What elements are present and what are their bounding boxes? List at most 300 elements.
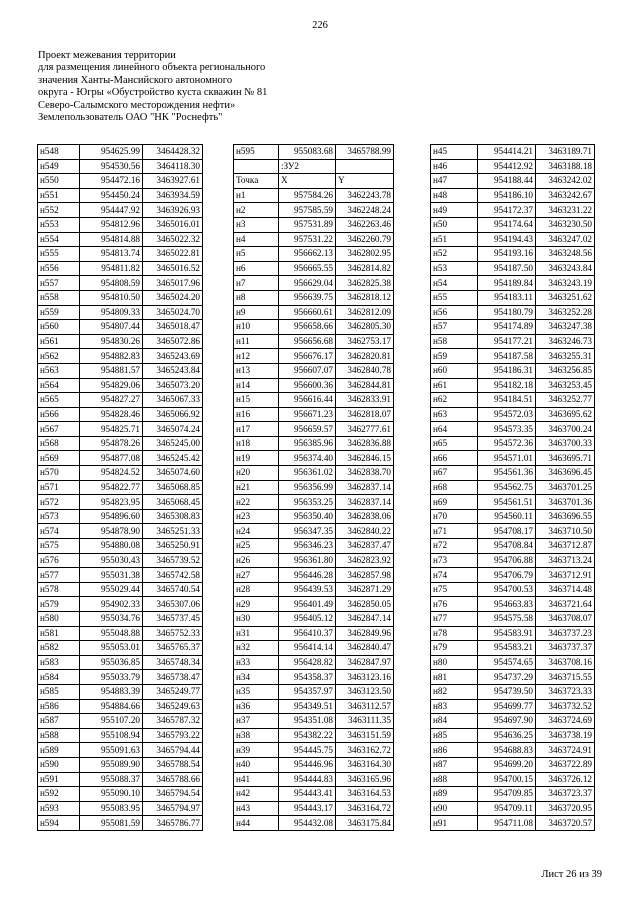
table-row	[234, 247, 394, 262]
x-cell: 956356.99	[279, 480, 336, 495]
x-cell: 954174.64	[478, 217, 536, 232]
point-cell: н564	[38, 378, 80, 393]
x-cell: 954575.58	[478, 612, 536, 627]
point-cell: н56	[431, 305, 478, 320]
table-row	[431, 612, 595, 627]
x-cell: 954583.91	[478, 626, 536, 641]
y-cell: 3462838.70	[336, 466, 394, 481]
x-cell: 954187.50	[478, 261, 536, 276]
coordinates-table-left	[37, 144, 203, 831]
point-cell: н587	[38, 714, 80, 729]
y-cell: 3462753.17	[336, 334, 394, 349]
x-cell: 955033.79	[80, 670, 143, 685]
table-row	[234, 728, 394, 743]
table-row	[431, 334, 595, 349]
x-cell: 955091.63	[80, 743, 143, 758]
table-row	[38, 539, 203, 554]
point-cell: н29	[234, 597, 279, 612]
table-row	[38, 641, 203, 656]
y-cell: 3465072.86	[143, 334, 203, 349]
point-cell: н30	[234, 612, 279, 627]
table-row	[234, 495, 394, 510]
table-row	[431, 305, 595, 320]
point-cell: н70	[431, 509, 478, 524]
point-cell: н35	[234, 684, 279, 699]
sheet-footer: Лист 26 из 39	[541, 869, 602, 880]
table-row	[38, 174, 203, 189]
table-row	[234, 626, 394, 641]
table-row	[234, 422, 394, 437]
point-cell: н595	[234, 145, 279, 160]
y-cell: 3463732.52	[536, 699, 595, 714]
x-cell: 956616.44	[279, 393, 336, 408]
x-cell: 956639.75	[279, 290, 336, 305]
x-cell: 955088.37	[80, 772, 143, 787]
y-cell: 3465066.92	[143, 407, 203, 422]
table-row	[38, 363, 203, 378]
table-row	[234, 334, 394, 349]
y-cell: 3463926.93	[143, 203, 203, 218]
x-cell: 954663.83	[478, 597, 536, 612]
y-cell: 3465739.52	[143, 553, 203, 568]
point-cell: н81	[431, 670, 478, 685]
y-cell: 3463696.45	[536, 466, 595, 481]
point-cell: н554	[38, 232, 80, 247]
table-row	[431, 145, 595, 160]
point-cell: н580	[38, 612, 80, 627]
y-cell: 3463248.56	[536, 247, 595, 262]
y-cell: 3463701.25	[536, 480, 595, 495]
x-cell: 955108.94	[80, 728, 143, 743]
y-cell: 3462836.88	[336, 436, 394, 451]
table-row	[431, 378, 595, 393]
point-cell: н36	[234, 699, 279, 714]
table-row	[234, 145, 394, 160]
table-row	[38, 480, 203, 495]
y-cell: 3463708.16	[536, 655, 595, 670]
header-line: Землепользователь ОАО "НК "Роснефть"	[38, 112, 223, 124]
table-row	[431, 597, 595, 612]
y-cell: 3465752.33	[143, 626, 203, 641]
table-row	[431, 495, 595, 510]
x-cell: 955029.44	[80, 582, 143, 597]
x-cell: 956414.14	[279, 641, 336, 656]
y-cell: 3465308.83	[143, 509, 203, 524]
y-cell: 3463710.50	[536, 524, 595, 539]
y-cell: 3462849.96	[336, 626, 394, 641]
point-cell: н51	[431, 232, 478, 247]
table-row	[38, 378, 203, 393]
point-cell: н593	[38, 801, 80, 816]
x-cell: 955107.20	[80, 714, 143, 729]
table-row	[431, 568, 595, 583]
y-cell: 3465245.42	[143, 451, 203, 466]
table-row	[234, 159, 394, 174]
y-cell: 3465794.44	[143, 743, 203, 758]
point-cell: н7	[234, 276, 279, 291]
point-cell: н76	[431, 597, 478, 612]
table-row	[38, 276, 203, 291]
x-cell: 956665.55	[279, 261, 336, 276]
x-cell: 954412.92	[478, 159, 536, 174]
point-cell: н50	[431, 217, 478, 232]
point-cell: н592	[38, 787, 80, 802]
y-cell: 3463247.02	[536, 232, 595, 247]
x-cell: 954445.75	[279, 743, 336, 758]
point-cell: н20	[234, 466, 279, 481]
point-cell: н31	[234, 626, 279, 641]
x-cell: 956660.61	[279, 305, 336, 320]
table-row	[38, 553, 203, 568]
table-row	[38, 145, 203, 160]
table-row	[431, 320, 595, 335]
table-row	[234, 466, 394, 481]
table-row	[234, 801, 394, 816]
x-cell: 954812.96	[80, 217, 143, 232]
x-cell: 956600.36	[279, 378, 336, 393]
x-cell: 954810.50	[80, 290, 143, 305]
point-cell: н66	[431, 451, 478, 466]
table-row	[38, 466, 203, 481]
y-cell: 3465794.97	[143, 801, 203, 816]
y-cell: 3463700.33	[536, 436, 595, 451]
table-row	[38, 816, 203, 831]
y-cell: 3463255.31	[536, 349, 595, 364]
point-cell: н23	[234, 509, 279, 524]
table-row	[234, 290, 394, 305]
table-row	[234, 699, 394, 714]
x-cell: 956656.68	[279, 334, 336, 349]
section-label-cell: :ЗУ2	[279, 159, 336, 174]
table-row	[38, 188, 203, 203]
y-cell: 3463722.89	[536, 757, 595, 772]
x-cell: 954172.37	[478, 203, 536, 218]
x-cell: 954807.44	[80, 320, 143, 335]
x-cell: 954882.83	[80, 349, 143, 364]
y-cell: 3463123.50	[336, 684, 394, 699]
x-cell: 956346.23	[279, 539, 336, 554]
table-row	[38, 203, 203, 218]
table-row	[431, 582, 595, 597]
point-cell: н73	[431, 553, 478, 568]
table-row	[431, 159, 595, 174]
point-cell: н27	[234, 568, 279, 583]
y-cell: 3465765.37	[143, 641, 203, 656]
point-cell: н561	[38, 334, 80, 349]
table-row	[38, 232, 203, 247]
table-row	[234, 378, 394, 393]
table-row	[234, 349, 394, 364]
y-cell: 3462847.97	[336, 655, 394, 670]
y-cell: 3465738.47	[143, 670, 203, 685]
y-cell: 3463162.72	[336, 743, 394, 758]
table-row	[431, 801, 595, 816]
table-row	[431, 670, 595, 685]
x-cell: 954444.83	[279, 772, 336, 787]
y-cell: 3463256.85	[536, 363, 595, 378]
x-cell: 956385.96	[279, 436, 336, 451]
point-cell: н11	[234, 334, 279, 349]
point-cell: н21	[234, 480, 279, 495]
table-row	[234, 276, 394, 291]
y-cell: 3463164.72	[336, 801, 394, 816]
x-cell: 954700.53	[478, 582, 536, 597]
point-cell: н60	[431, 363, 478, 378]
point-cell: н90	[431, 801, 478, 816]
table-row	[431, 787, 595, 802]
y-cell: 3465016.52	[143, 261, 203, 276]
table-row	[38, 655, 203, 670]
point-cell: н557	[38, 276, 80, 291]
point-cell: н87	[431, 757, 478, 772]
point-cell: н74	[431, 568, 478, 583]
table-row	[234, 655, 394, 670]
point-cell: н39	[234, 743, 279, 758]
x-cell: 954636.25	[478, 728, 536, 743]
point-cell: н594	[38, 816, 80, 831]
point-cell: н10	[234, 320, 279, 335]
header-line: округа - Югры «Обустройство куста скважин № 81	[38, 87, 268, 99]
table-row	[38, 714, 203, 729]
table-row	[431, 393, 595, 408]
x-cell: 954824.52	[80, 466, 143, 481]
y-cell: 3463111.35	[336, 714, 394, 729]
point-cell: н48	[431, 188, 478, 203]
table-row	[431, 524, 595, 539]
y-cell: 3463243.84	[536, 261, 595, 276]
x-cell: 956361.02	[279, 466, 336, 481]
table-row	[38, 261, 203, 276]
y-cell: 3465017.96	[143, 276, 203, 291]
point-cell: н47	[431, 174, 478, 189]
y-cell: 3465074.24	[143, 422, 203, 437]
x-cell: 956629.04	[279, 276, 336, 291]
y-cell: 3463188.18	[536, 159, 595, 174]
point-cell: н577	[38, 568, 80, 583]
point-cell: н566	[38, 407, 80, 422]
point-cell: н22	[234, 495, 279, 510]
point-cell: н591	[38, 772, 80, 787]
x-cell: 954896.60	[80, 509, 143, 524]
y-cell: 3465742.58	[143, 568, 203, 583]
table-row	[431, 217, 595, 232]
point-cell: н86	[431, 743, 478, 758]
x-cell: 954530.56	[80, 159, 143, 174]
x-cell: 954697.90	[478, 714, 536, 729]
y-cell: 3462837.14	[336, 495, 394, 510]
y-cell: 3463246.73	[536, 334, 595, 349]
y-cell: 3465787.32	[143, 714, 203, 729]
point-cell: н79	[431, 641, 478, 656]
table-row	[38, 422, 203, 437]
point-cell: н578	[38, 582, 80, 597]
point-cell: н67	[431, 466, 478, 481]
table-row	[431, 699, 595, 714]
y-cell: 3463721.64	[536, 597, 595, 612]
y-cell: 3462837.47	[336, 539, 394, 554]
point-cell: н46	[431, 159, 478, 174]
point-cell: н32	[234, 641, 279, 656]
x-cell: 954472.16	[80, 174, 143, 189]
x-cell: 954583.21	[478, 641, 536, 656]
y-cell: 3462823.92	[336, 553, 394, 568]
x-cell: 954180.79	[478, 305, 536, 320]
x-cell: 954189.84	[478, 276, 536, 291]
y-cell: 3463701.36	[536, 495, 595, 510]
coordinates-table-right	[430, 144, 595, 831]
x-cell: 954884.66	[80, 699, 143, 714]
x-cell: 954830.26	[80, 334, 143, 349]
y-cell: 3463112.57	[336, 699, 394, 714]
table-row	[38, 217, 203, 232]
y-cell: 3463708.07	[536, 612, 595, 627]
x-cell: 956350.40	[279, 509, 336, 524]
x-cell: 954187.58	[478, 349, 536, 364]
x-cell: 954443.17	[279, 801, 336, 816]
point-cell: н585	[38, 684, 80, 699]
point-cell	[234, 159, 279, 174]
x-cell: 954902.33	[80, 597, 143, 612]
table-row	[234, 261, 394, 276]
table-row	[234, 217, 394, 232]
table-row	[38, 787, 203, 802]
x-cell: 954739.50	[478, 684, 536, 699]
table-row	[38, 568, 203, 583]
table-row	[38, 334, 203, 349]
x-cell: 954880.08	[80, 539, 143, 554]
point-cell: н563	[38, 363, 80, 378]
point-cell: н1	[234, 188, 279, 203]
y-cell: 3465016.01	[143, 217, 203, 232]
y-cell: 3463123.16	[336, 670, 394, 685]
y-cell: 3465250.91	[143, 539, 203, 554]
point-cell: н89	[431, 787, 478, 802]
y-cell: 3465022.32	[143, 232, 203, 247]
y-cell: 3465737.45	[143, 612, 203, 627]
point-cell: н550	[38, 174, 80, 189]
y-cell: 3465074.60	[143, 466, 203, 481]
point-cell: н88	[431, 772, 478, 787]
x-cell: 954351.08	[279, 714, 336, 729]
table-row	[38, 772, 203, 787]
x-cell: 954443.41	[279, 787, 336, 802]
table-row	[234, 757, 394, 772]
table-row	[431, 553, 595, 568]
table-row	[38, 743, 203, 758]
y-cell: 3463720.57	[536, 816, 595, 831]
y-cell: 3465249.63	[143, 699, 203, 714]
y-cell: 3463715.55	[536, 670, 595, 685]
point-cell: н571	[38, 480, 80, 495]
point-cell: н16	[234, 407, 279, 422]
x-cell: 956607.07	[279, 363, 336, 378]
x-cell: 954561.36	[478, 466, 536, 481]
x-cell: 954813.74	[80, 247, 143, 262]
point-cell: н33	[234, 655, 279, 670]
y-cell: 3463737.23	[536, 626, 595, 641]
x-cell: 956347.35	[279, 524, 336, 539]
x-cell: 954358.37	[279, 670, 336, 685]
table-row	[38, 684, 203, 699]
x-cell: 954572.36	[478, 436, 536, 451]
point-cell: н581	[38, 626, 80, 641]
point-cell: н91	[431, 816, 478, 831]
y-cell: 3465024.70	[143, 305, 203, 320]
point-cell: н555	[38, 247, 80, 262]
table-row	[38, 349, 203, 364]
x-cell: 955083.68	[279, 145, 336, 160]
point-cell: н559	[38, 305, 80, 320]
x-cell: 956405.12	[279, 612, 336, 627]
y-cell: 3465068.45	[143, 495, 203, 510]
table-row	[38, 393, 203, 408]
x-cell: 954808.59	[80, 276, 143, 291]
y-cell: 3463927.61	[143, 174, 203, 189]
point-cell: н52	[431, 247, 478, 262]
y-cell: 3465018.47	[143, 320, 203, 335]
y-cell: 3462820.81	[336, 349, 394, 364]
x-cell: 954382.22	[279, 728, 336, 743]
x-cell: 954574.65	[478, 655, 536, 670]
y-cell: 3462805.30	[336, 320, 394, 335]
x-cell: 956410.37	[279, 626, 336, 641]
x-cell: 955089.90	[80, 757, 143, 772]
x-cell: 954349.51	[279, 699, 336, 714]
x-cell: 956659.57	[279, 422, 336, 437]
y-cell: 3462840.47	[336, 641, 394, 656]
table-row	[38, 699, 203, 714]
x-cell: 954561.51	[478, 495, 536, 510]
table-row	[234, 188, 394, 203]
x-cell: 957531.89	[279, 217, 336, 232]
table-row	[38, 451, 203, 466]
table-row	[234, 451, 394, 466]
point-cell: н4	[234, 232, 279, 247]
table-row	[431, 436, 595, 451]
x-cell: 954706.79	[478, 568, 536, 583]
point-cell: н586	[38, 699, 80, 714]
point-cell: н17	[234, 422, 279, 437]
table-row	[234, 509, 394, 524]
header-line: Проект межевания территории	[38, 50, 176, 61]
point-cell: н570	[38, 466, 80, 481]
y-cell: 3463695.62	[536, 407, 595, 422]
y-cell: 3463714.48	[536, 582, 595, 597]
y-cell: 3462243.78	[336, 188, 394, 203]
x-cell: 954560.11	[478, 509, 536, 524]
table-row	[234, 743, 394, 758]
y-cell: 3463151.59	[336, 728, 394, 743]
y-cell: 3463164.53	[336, 787, 394, 802]
x-cell: 956439.53	[279, 582, 336, 597]
y-cell: 3463712.91	[536, 568, 595, 583]
x-cell: 954877.08	[80, 451, 143, 466]
x-cell: 957584.26	[279, 188, 336, 203]
point-cell: н13	[234, 363, 279, 378]
point-cell: н552	[38, 203, 80, 218]
x-cell: 955083.95	[80, 801, 143, 816]
point-cell: н583	[38, 655, 80, 670]
point-cell: н569	[38, 451, 80, 466]
y-cell: 3462812.09	[336, 305, 394, 320]
y-cell: 3463231.22	[536, 203, 595, 218]
x-cell: 954446.96	[279, 757, 336, 772]
point-cell: н84	[431, 714, 478, 729]
y-cell: 3465307.06	[143, 597, 203, 612]
x-cell: 954432.08	[279, 816, 336, 831]
table-row	[234, 772, 394, 787]
table-row	[234, 539, 394, 554]
